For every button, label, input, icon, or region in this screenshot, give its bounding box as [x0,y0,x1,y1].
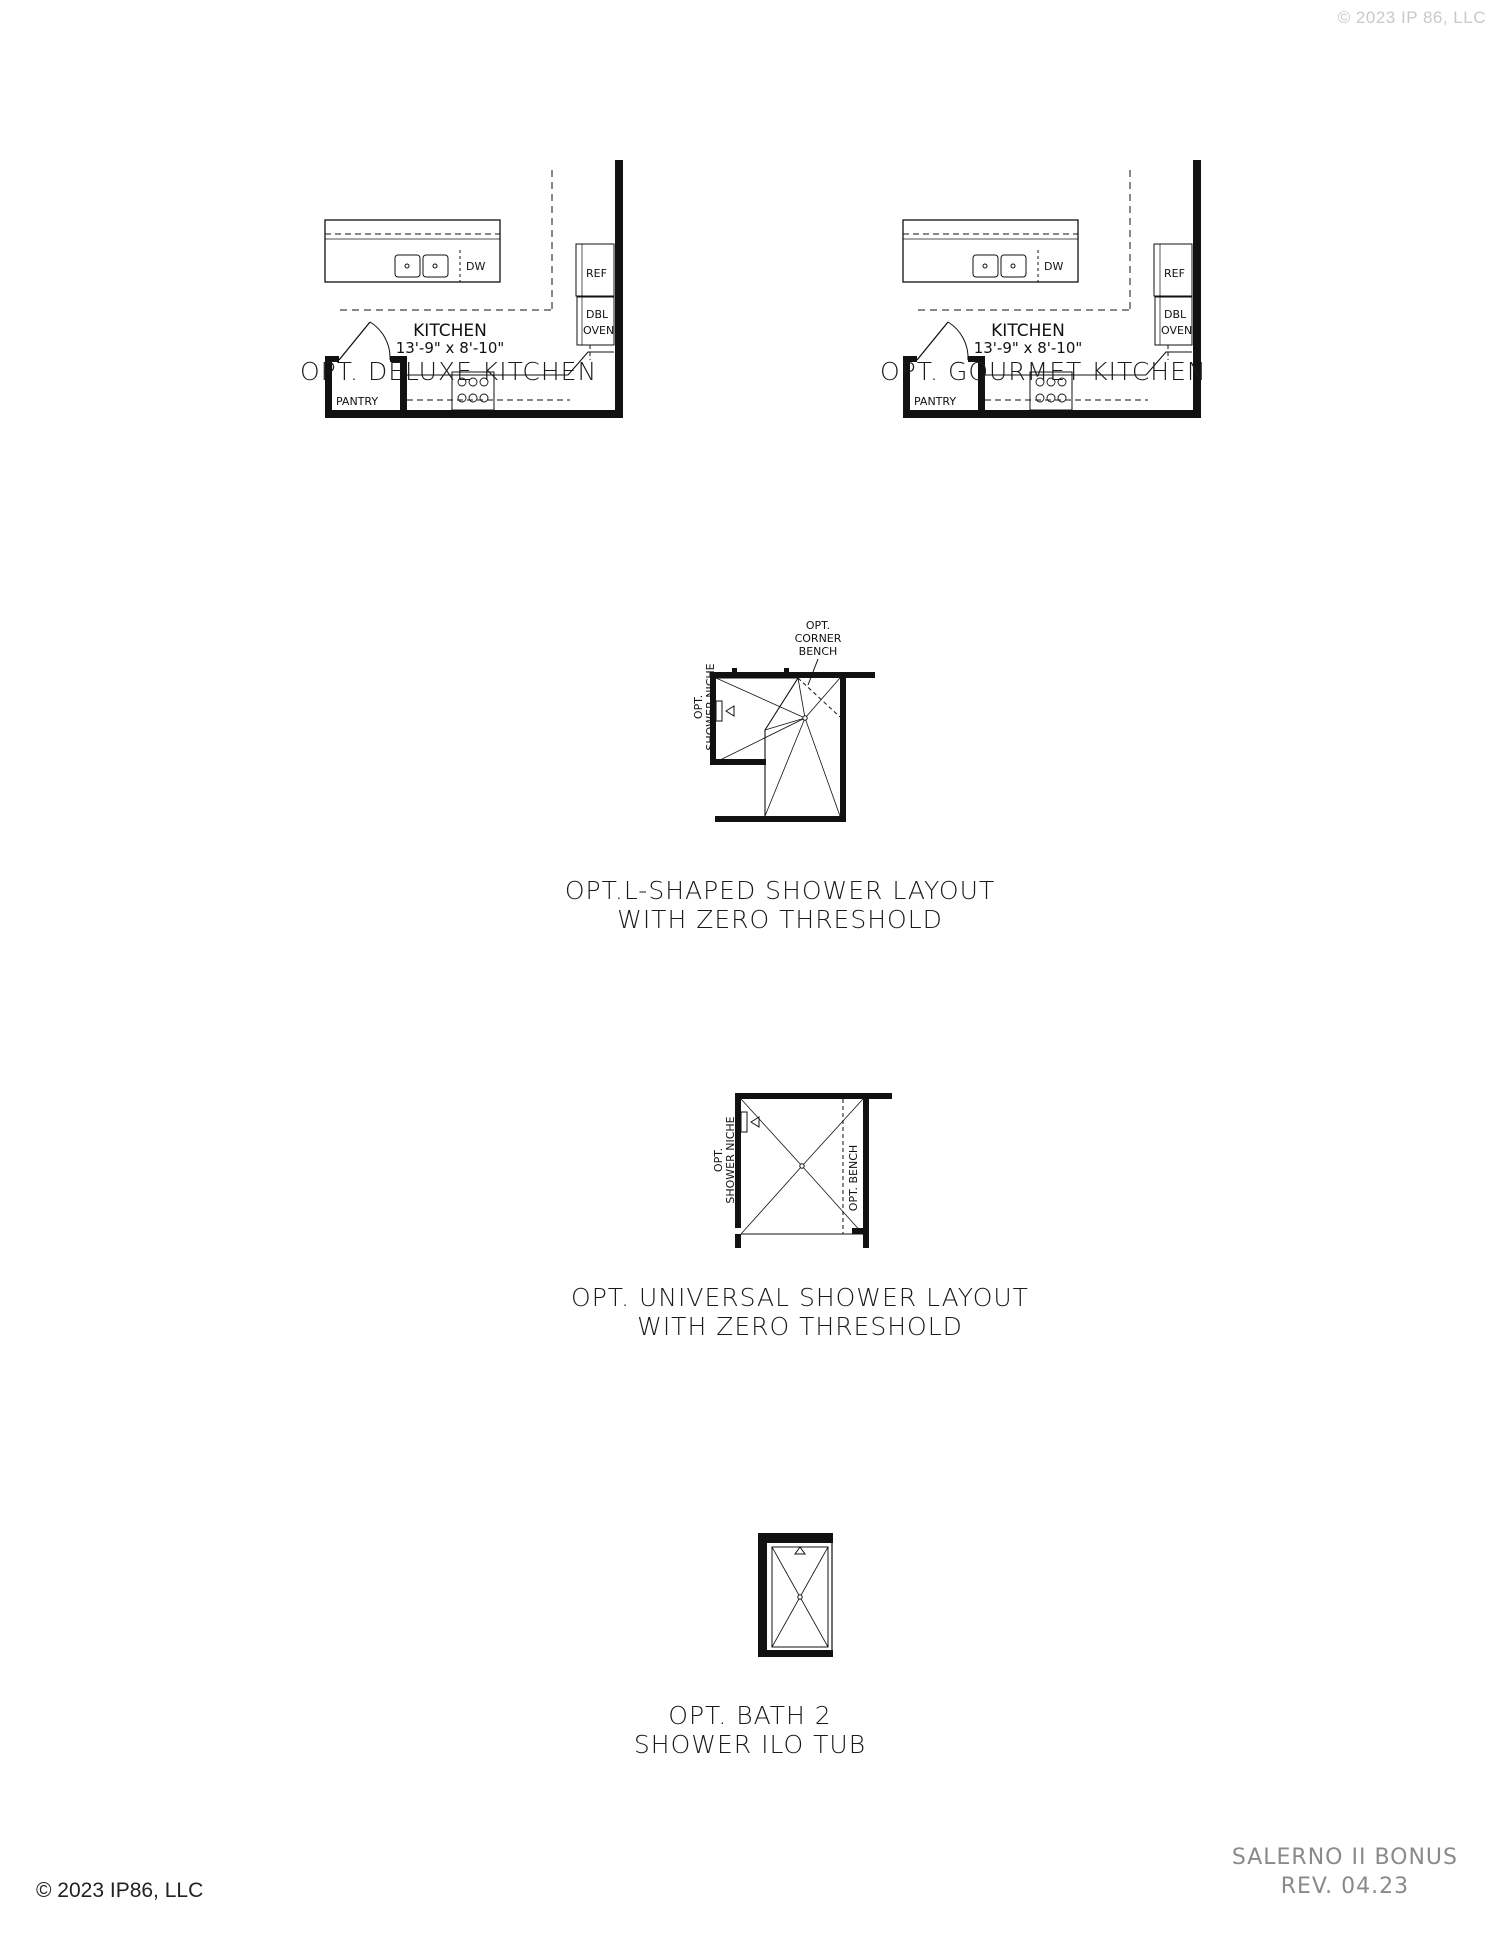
l-shaped-shower-plan [690,615,890,835]
ref-label: REF [1164,267,1185,280]
caption-line-1: OPT. BATH 2 [668,1701,832,1730]
room-dims: 13'-9" x 8'-10" [395,339,505,357]
caption-line-2: WITH ZERO THRESHOLD [637,1312,963,1341]
niche-label-2: SHOWER NICHE [724,1116,737,1204]
watermark: © 2023 IP 86, LLC [1337,8,1486,27]
bench-label-1: OPT. [805,619,831,632]
universal-shower-caption [480,1283,1120,1341]
oven-label: OVEN [1161,324,1193,337]
revision-label: REV. 04.23 [1280,1874,1410,1899]
pantry-label: PANTRY [336,395,379,408]
niche-label-1: OPT. [712,1147,725,1173]
niche-label-2: SHOWER NICHE [704,663,717,751]
room-dims: 13'-9" x 8'-10" [973,339,1083,357]
copyright-text: © 2023 IP86, LLC [36,1879,204,1902]
bath2-shower-plan [750,1525,850,1665]
caption-line-1: OPT.L-SHAPED SHOWER LAYOUT [564,876,996,905]
universal-shower-plan [700,1080,900,1240]
dbl-label: DBL [1164,308,1187,321]
caption-line-2: SHOWER ILO TUB [633,1730,867,1759]
l-shaped-shower-caption [480,876,1080,934]
caption-line-1: OPT. UNIVERSAL SHOWER LAYOUT [571,1283,1029,1312]
ref-label: REF [586,267,607,280]
bench-label: OPT. BENCH [847,1144,860,1212]
niche-label-1: OPT. [692,694,705,720]
oven-label: OVEN [583,324,615,337]
plan-name: SALERNO II BONUS [1231,1845,1458,1870]
caption-line-2: WITH ZERO THRESHOLD [617,905,943,934]
bench-label-3: BENCH [798,645,838,658]
bath2-shower-caption [550,1701,950,1759]
dw-label: DW [1044,260,1064,273]
dw-label: DW [466,260,486,273]
room-label: KITCHEN [991,321,1065,341]
room-label: KITCHEN [413,321,487,341]
pantry-label: PANTRY [914,395,957,408]
deluxe-kitchen-caption: OPT. DELUXE KITCHEN [300,357,598,386]
title-block [1232,1843,1458,1901]
dbl-label: DBL [586,308,609,321]
gourmet-kitchen-caption: OPT. GOURMET KITCHEN [880,357,1207,386]
bench-label-2: CORNER [794,632,842,645]
